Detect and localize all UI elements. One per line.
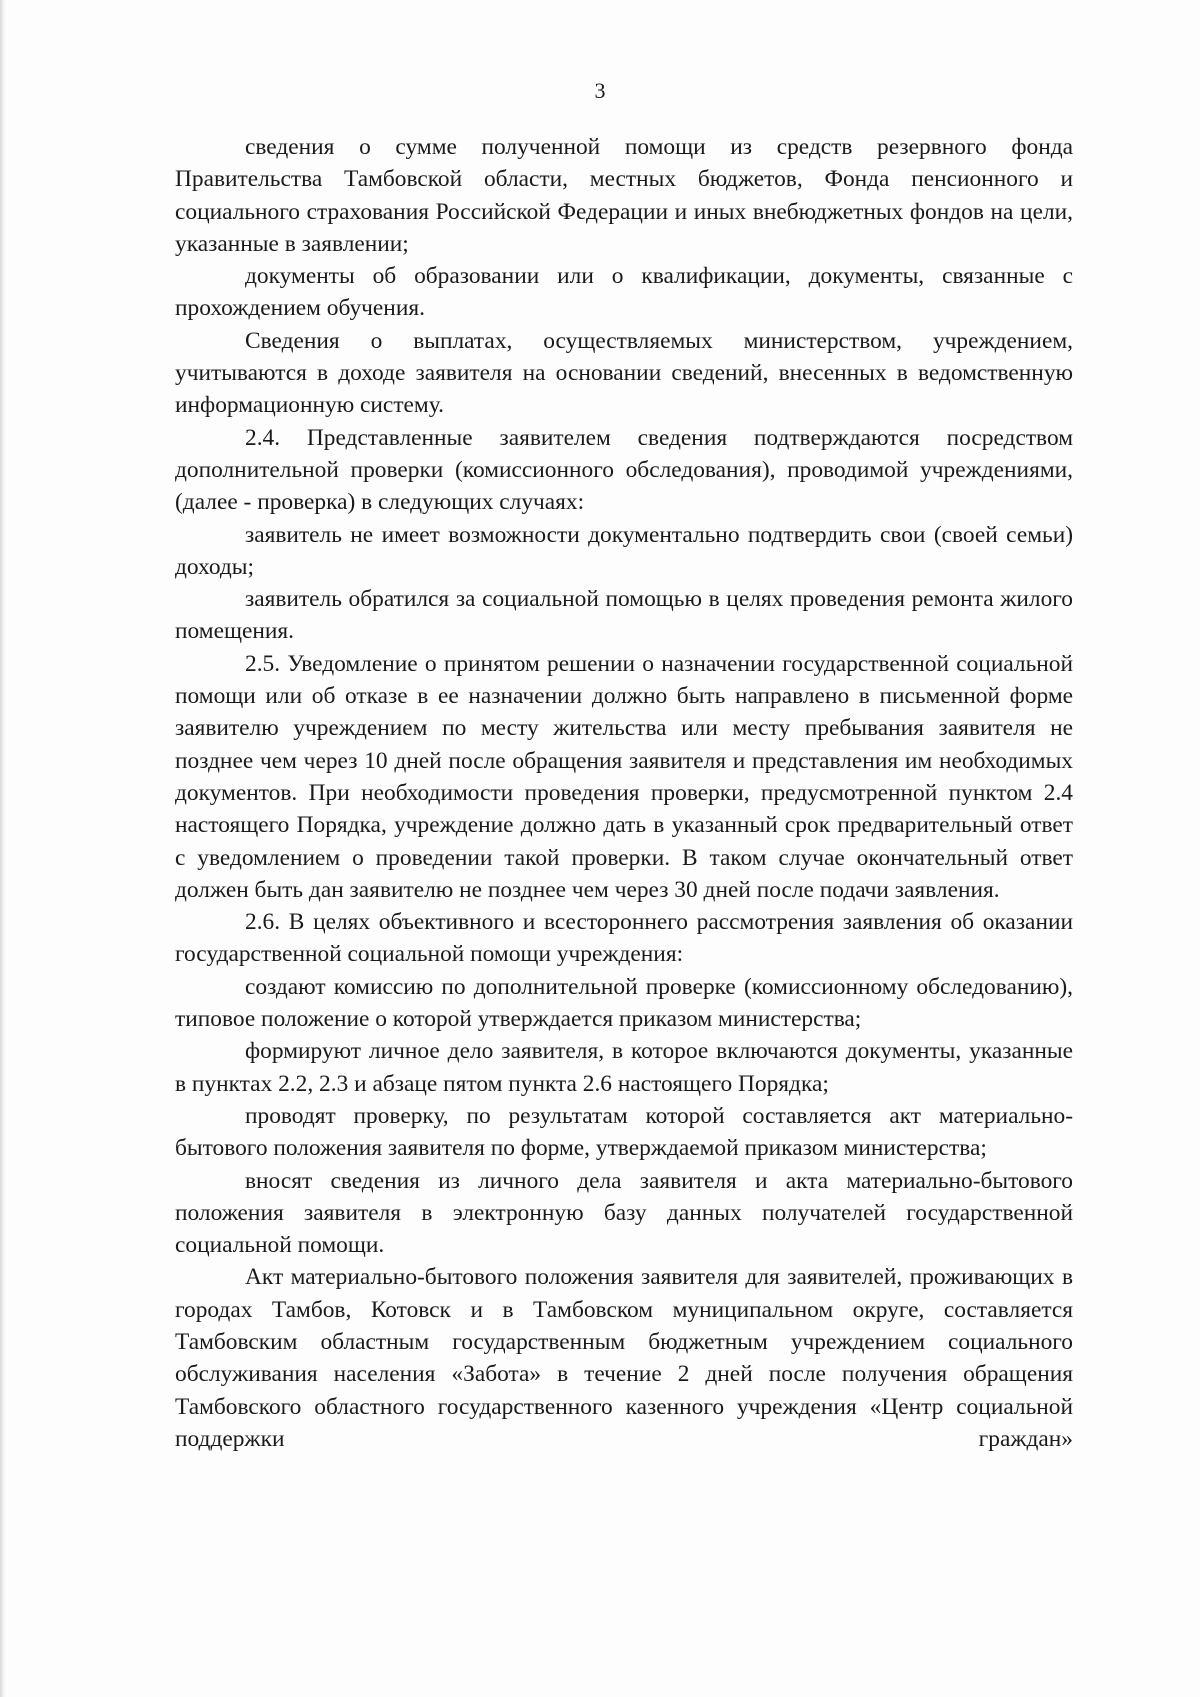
paragraph: документы об образовании или о квалификации, документы, связанные с прохождением обучения.: [175, 263, 1073, 322]
paragraph: сведения о сумме полученной помощи из средств резервного фонда Правительства Тамбовской области, местных бюджетов, Фонда пенсионного и социального страхования Российской Федерации и иных внебюджетных фондов на цели, указанные в заявлении;: [175, 134, 1073, 257]
document-body: [175, 131, 1073, 1455]
paragraph: 2.6. В целях объективного и всестороннего рассмотрения заявления об оказании государственной социальной помощи учреждения:: [175, 909, 1073, 968]
paragraph: заявитель не имеет возможности документально подтвердить свои (своей семьи) доходы;: [175, 521, 1073, 580]
paragraph: Акт материально-бытового положения заявителя для заявителей, проживающих в городах Тамбов, Котовск и в Тамбовском муниципальном округе, составляется Тамбовским областным государственным бюджетным учреждением социального обслуживания населения «Забота» в течение 2 дней после получения обращения Тамбовского областного государственного казенного учреждения «Центр социальной поддержки граждан»: [175, 1264, 1073, 1452]
paragraph: заявитель обратился за социальной помощью в целях проведения ремонта жилого помещения.: [175, 586, 1073, 645]
paragraph: Сведения о выплатах, осуществляемых министерством, учреждением, учитываются в доходе заявителя на основании сведений, внесенных в ведомственную информационную систему.: [175, 327, 1073, 419]
page-number: 3: [594, 78, 606, 103]
paragraph: 2.5. Уведомление о принятом решении о назначении государственной социальной помощи или об отказе в ее назначении должно быть направлено в письменной форме заявителю учреждением по месту жительства или месту пребывания заявителя не позднее чем через 10 дней после обращения заявителя и представления им необходимых документов. При необходимости проведения проверки, предусмотренной пунктом 2.4 настоящего Порядка, учреждение должно дать в указанный срок предварительный ответ с уведомлением о проведении такой проверки. В таком случае окончательный ответ должен быть дан заявителю не позднее чем через 30 дней после подачи заявления.: [175, 650, 1073, 903]
paragraph: 2.4. Представленные заявителем сведения подтверждаются посредством дополнительной проверки (комиссионного обследования), проводимой учреждениями, (далее - проверка) в следующих случаях:: [175, 424, 1073, 516]
paragraph: формируют личное дело заявителя, в которое включаются документы, указанные в пунктах 2.2, 2.3 и абзаце пятом пункта 2.6 настоящего Порядка;: [175, 1038, 1073, 1097]
paragraph: создают комиссию по дополнительной проверке (комиссионному обследованию), типовое положение о которой утверждается приказом министерства;: [175, 973, 1073, 1033]
scan-edge-shadow: [0, 0, 6, 1697]
paragraph: проводят проверку, по результатам которой составляется акт материально-бытового положения заявителя по форме, утверждаемой приказом министерства;: [175, 1102, 1073, 1162]
paragraph: вносят сведения из личного дела заявителя и акта материально-бытового положения заявителя в электронную базу данных получателей государственной социальной помощи.: [175, 1167, 1073, 1259]
